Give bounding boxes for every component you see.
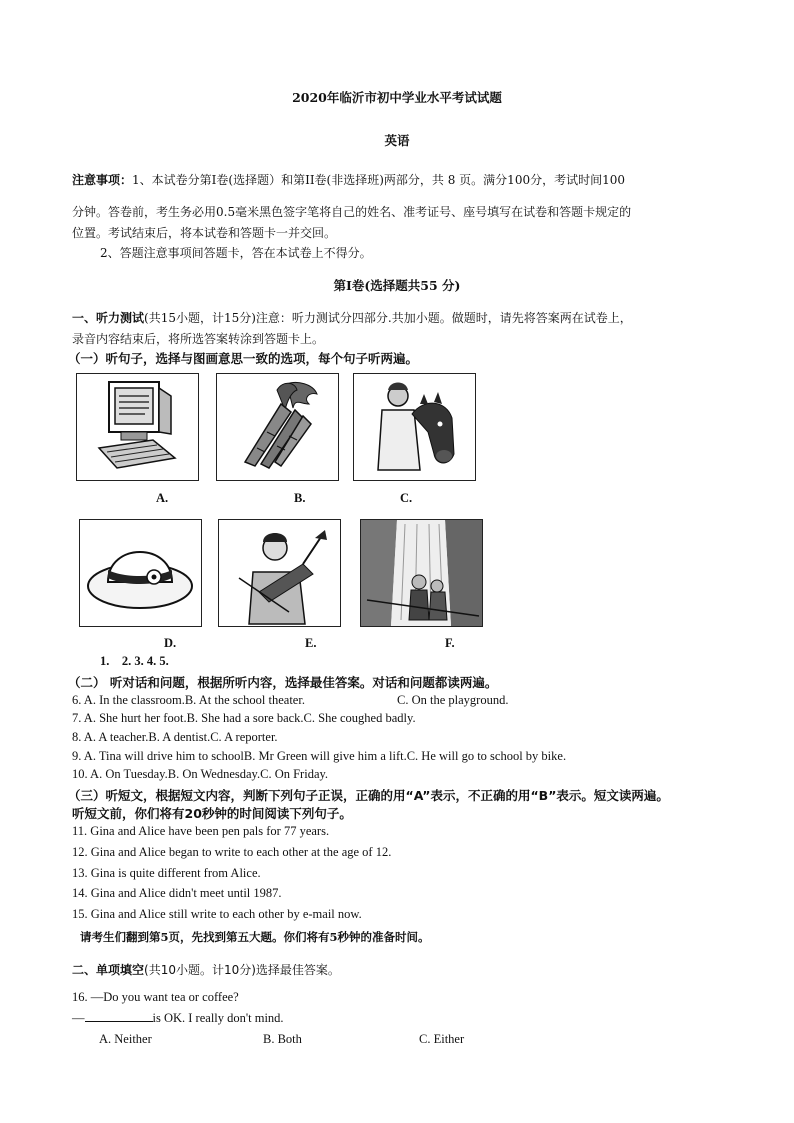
question-16-rest: is OK. I really don't mind. [152, 1011, 284, 1025]
violin-icon [219, 520, 340, 626]
question-16-option-c: C. Either [419, 1032, 465, 1046]
items-1-5: 1. 2. 3. 4. 5. [100, 654, 169, 668]
question-8: 8. A. A teacher.B. A dentist.C. A reporter. [72, 730, 278, 744]
listening-sub3-line-1: （三）听短文，根据短文内容，判断下列句子正误，正确的用“A”表示，不正确的用“B”表示。短文读两遍。 [68, 788, 669, 803]
picture-b-carrots [216, 373, 339, 481]
subject-title: 英语 [384, 133, 410, 148]
question-14: 14. Gina and Alice didn't meet until 1987. [72, 886, 282, 900]
picture-label-a: A. [156, 491, 169, 505]
question-16-answer-line [72, 1011, 284, 1026]
picture-e-violinist [218, 519, 341, 627]
section2-info: (共10小题。计10分)选择最佳答案。 [144, 963, 340, 977]
picture-label-f: F. [445, 636, 455, 650]
section2-line [72, 961, 340, 978]
question-9: 9. A. Tina will drive him to schoolB. Mr Green will give him a lift.C. He will go to school by bike. [72, 749, 567, 763]
question-10: 10. A. On Tuesday.B. On Wednesday.C. On Friday. [72, 767, 329, 781]
question-12: 12. Gina and Alice began to write to each other at the age of 12. [72, 845, 392, 859]
notes-text-1: 1、本试卷分第Ⅰ卷(选择题）和第II卷(非选择班)两部分，共 8 页。满分100分，考试时间100 [132, 173, 625, 187]
question-6-c: C. On the playground. [397, 693, 509, 707]
section1-note-1: 注意：听力测试分四部分.共加小题。做题时，请先将答案两在试卷上， [255, 311, 632, 325]
question-13: 13. Gina is quite different from Alice. [72, 866, 261, 880]
notes-label: 注意事项： [72, 173, 133, 187]
section1-heading: 一、听力测试 [72, 311, 145, 325]
waterfall-icon [361, 520, 482, 626]
question-16-option-b: B. Both [263, 1032, 302, 1046]
notes-line-4: 2、答题注意事项间答题卡，答在本试卷上不得分。 [100, 246, 372, 260]
computer-icon [77, 374, 198, 480]
carrots-icon [217, 374, 338, 480]
picture-label-e: E. [305, 636, 317, 650]
question-16-dash: — [72, 1011, 85, 1025]
notes-line-3: 位置。考试结束后，将本试卷和答题卡一并交回。 [72, 226, 337, 240]
section1-note-2: 录音内容结束后，将所选答案转涂到答题卡上。 [72, 332, 325, 346]
picture-f-waterfall [360, 519, 483, 627]
section2-heading: 二、单项填空 [72, 963, 145, 977]
picture-a-computer [76, 373, 199, 481]
exam-title: 2020年临沂市初中学业水平考试试题 [292, 90, 502, 105]
notes-line-1 [72, 171, 625, 188]
part1-title: 第Ⅰ卷(选择题共55 分) [333, 278, 461, 293]
hat-icon [80, 520, 201, 626]
section1-info: (共15小题，计15分) [144, 311, 256, 325]
question-16-option-a: A. Neither [99, 1032, 152, 1046]
listening-sub1: （一）听句子，选择与图画意思一致的选项，每个句子听两遍。 [68, 351, 419, 366]
picture-label-b: B. [294, 491, 306, 505]
listening-sub3-line-2: 听短文前，你们将有20秒钟的时间阅读下列句子。 [72, 806, 352, 821]
question-15: 15. Gina and Alice still write to each other by e-mail now. [72, 907, 362, 921]
picture-label-d: D. [164, 636, 177, 650]
picture-d-hat [79, 519, 202, 627]
picture-c-girl-horse [353, 373, 476, 481]
horse-icon [354, 374, 475, 480]
question-11: 11. Gina and Alice have been pen pals for 77 years. [72, 824, 330, 838]
section1-line-1 [72, 309, 632, 326]
turn-page-note: 请考生们翻到第5页，先找到第五大题。你们将有5秒钟的准备时间。 [80, 930, 430, 944]
question-6-ab: 6. A. In the classroom.B. At the school theater. [72, 693, 305, 707]
listening-sub2: （二） 听对话和问题，根据所听内容，选择最佳答案。对话和问题都读两遍。 [68, 675, 498, 690]
picture-label-c: C. [400, 491, 413, 505]
question-16-prompt: 16. —Do you want tea or coffee? [72, 990, 239, 1004]
answer-blank[interactable] [85, 1011, 153, 1022]
question-7: 7. A. She hurt her foot.B. She had a sore back.C. She coughed badly. [72, 711, 416, 725]
notes-line-2: 分钟。答卷前，考生务必用0.5毫米黑色签字笔将自己的姓名、准考证号、座号填写在试卷和答题卡规定的 [72, 205, 632, 219]
